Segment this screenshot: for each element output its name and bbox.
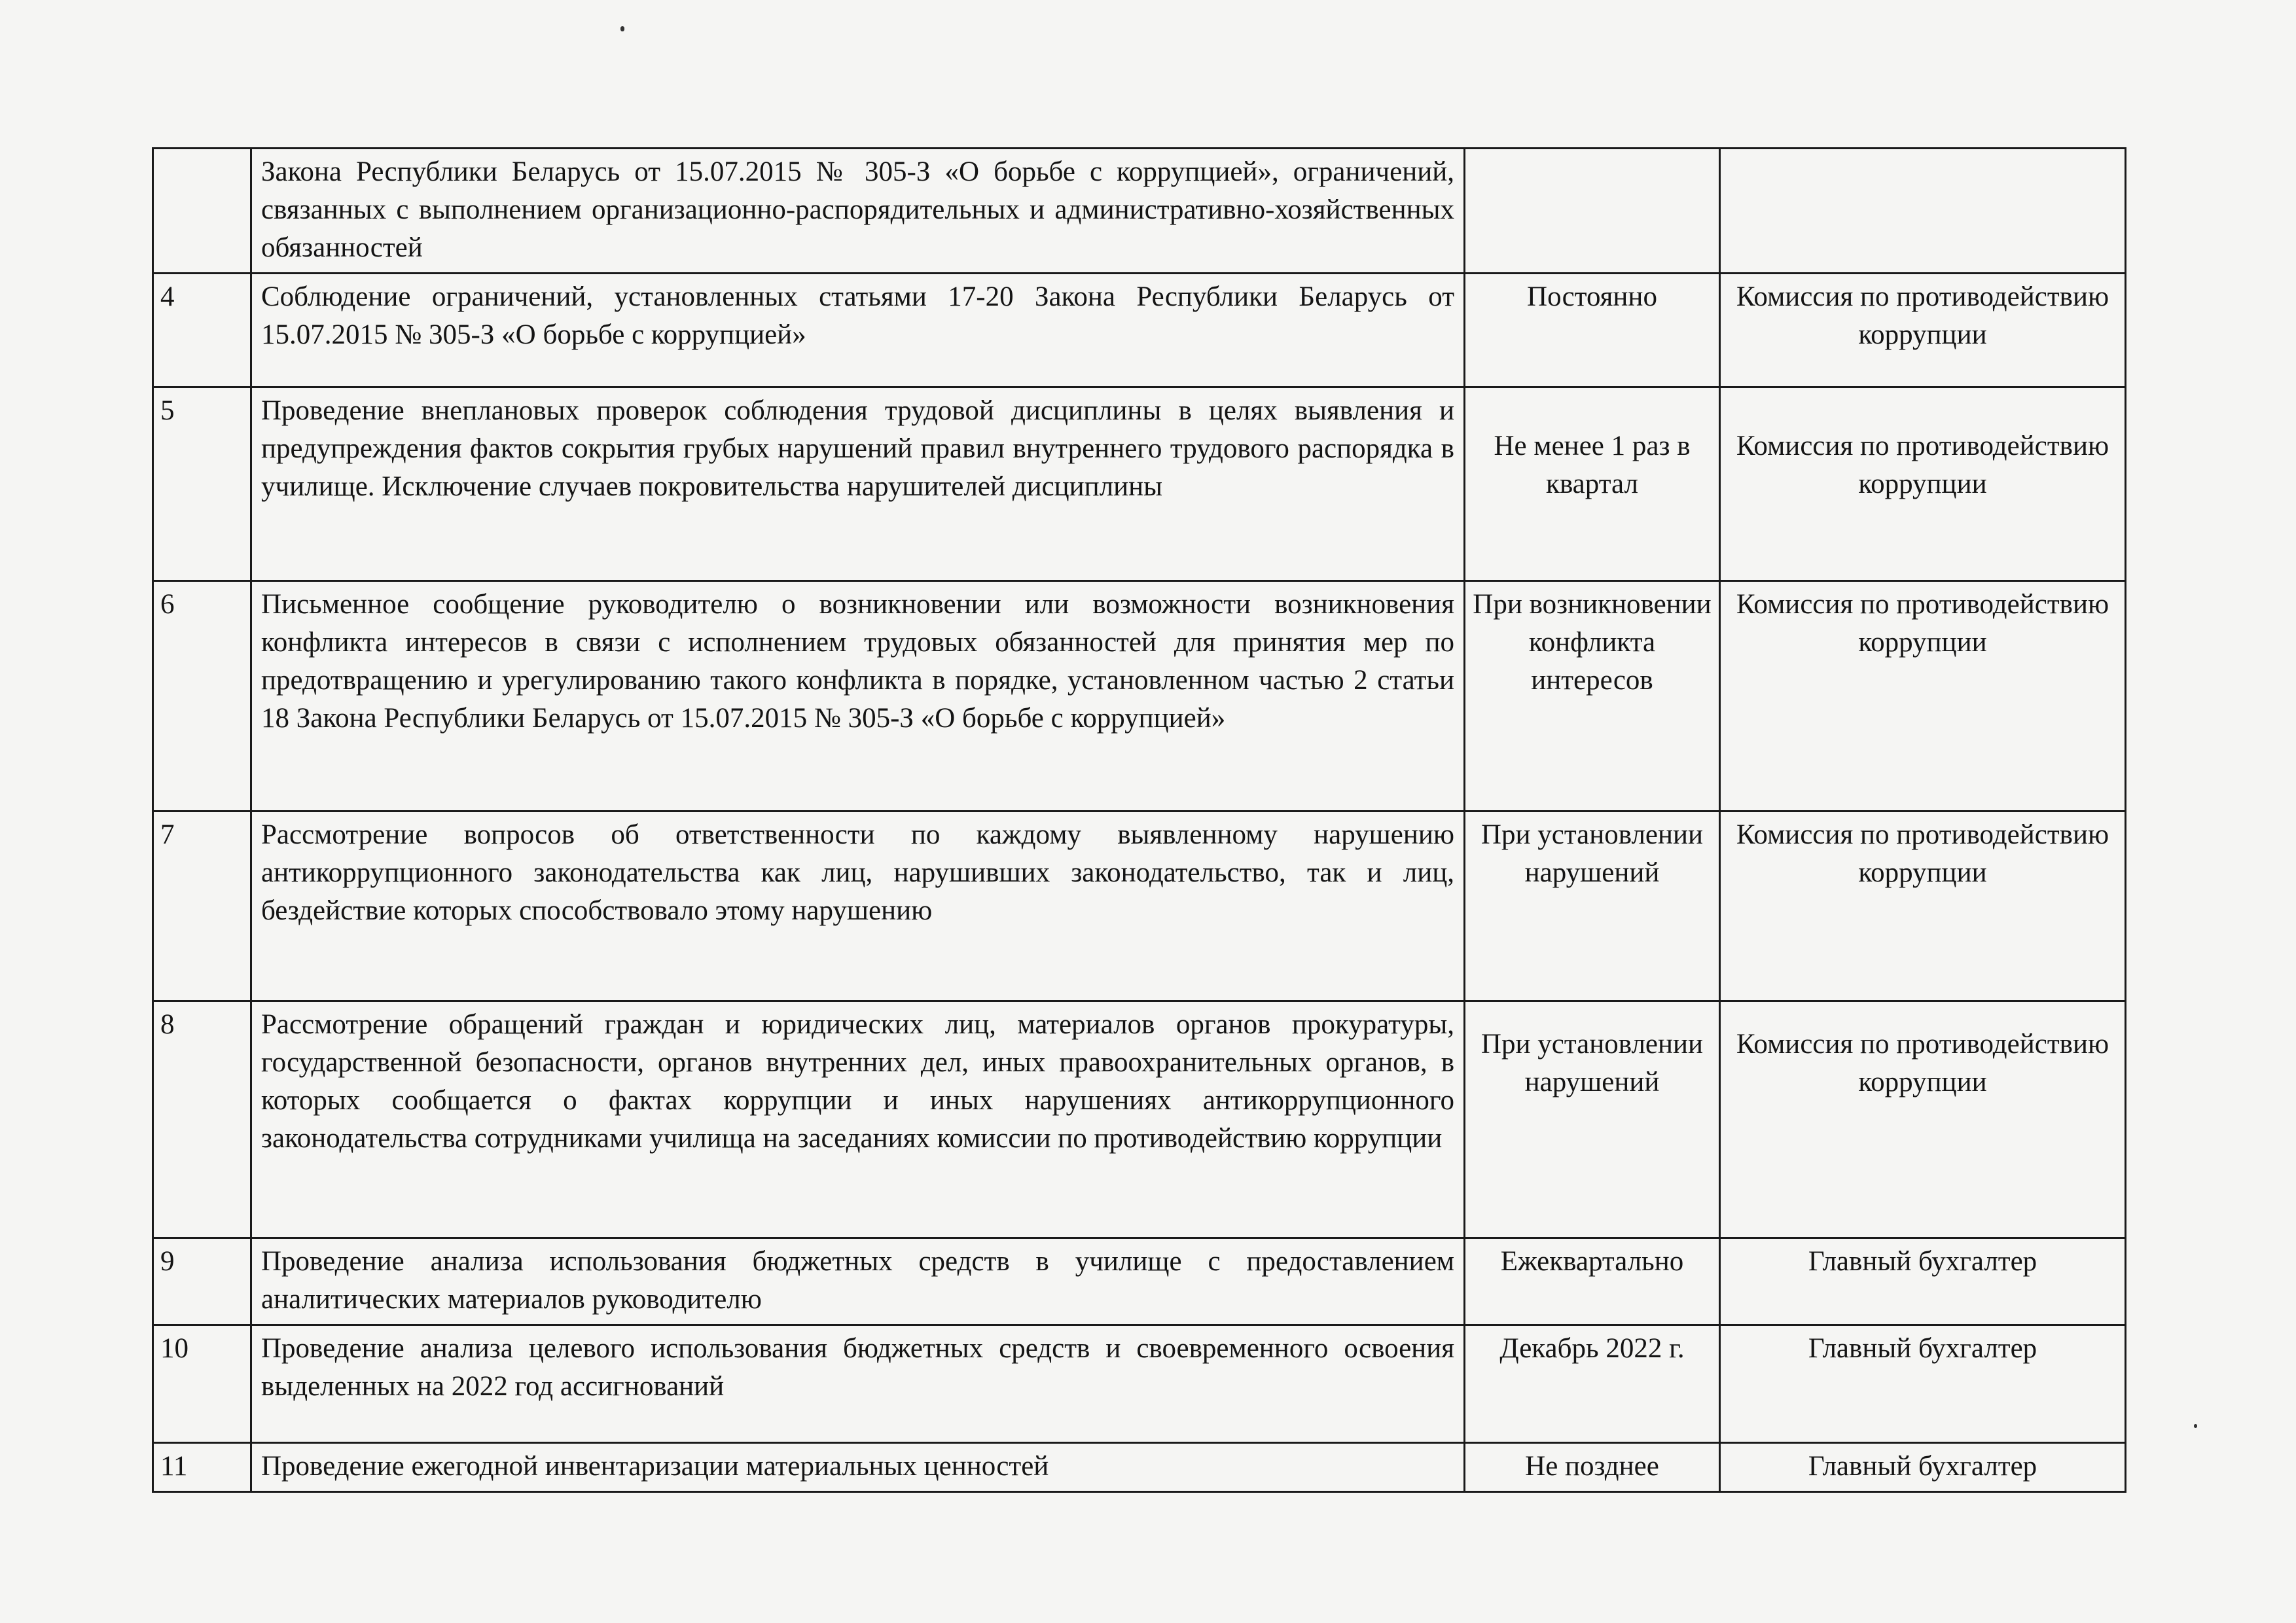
responsible-cell: Главный бухгалтер bbox=[1720, 1443, 2126, 1492]
responsible-cell: Комиссия по противодействию коррупции bbox=[1720, 387, 2126, 581]
term-cell bbox=[1465, 149, 1720, 274]
measure-text: Проведение ежегодной инвентаризации материальных ценностей bbox=[251, 1443, 1465, 1492]
measure-text: Рассмотрение вопросов об ответственности по каждому выявленному нарушению антикоррупционного законодательства как лиц, нарушивших законодательство, так и лиц, бездействие которых способствовало этому нарушению bbox=[251, 812, 1465, 1001]
term-cell: При установлении нарушений bbox=[1465, 812, 1720, 1001]
term-cell: При возникновении конфликта интересов bbox=[1465, 581, 1720, 812]
row-number: 4 bbox=[153, 274, 251, 387]
term-cell: При установлении нарушений bbox=[1465, 1001, 1720, 1238]
measures-table bbox=[152, 147, 2126, 1493]
table-row bbox=[153, 387, 2126, 581]
row-number: 11 bbox=[153, 1443, 251, 1492]
measure-text: Закона Республики Беларусь от 15.07.2015 № 305-З «О борьбе с коррупцией», ограничений, связанных с выполнением организационно-распорядительных и административно-хозяйственных обязанностей bbox=[251, 149, 1465, 274]
measure-text: Рассмотрение обращений граждан и юридических лиц, материалов органов прокуратуры, государственной безопасности, органов внутренних дел, иных правоохранительных органов, в которых сообщается о фактах коррупции и иных нарушениях антикоррупционного законодательства сотрудниками училища на заседаниях комиссии по противодействию коррупции bbox=[251, 1001, 1465, 1238]
table-row bbox=[153, 1443, 2126, 1492]
term-cell: Декабрь 2022 г. bbox=[1465, 1325, 1720, 1443]
responsible-cell: Комиссия по противодействию коррупции bbox=[1720, 1001, 2126, 1238]
table-row bbox=[153, 581, 2126, 812]
term-cell: Постоянно bbox=[1465, 274, 1720, 387]
table-row bbox=[153, 1238, 2126, 1325]
row-number: 10 bbox=[153, 1325, 251, 1443]
term-cell: Не менее 1 раз в квартал bbox=[1465, 387, 1720, 581]
responsible-cell: Комиссия по противодействию коррупции bbox=[1720, 581, 2126, 812]
table-row bbox=[153, 812, 2126, 1001]
row-number: 5 bbox=[153, 387, 251, 581]
responsible-cell: Главный бухгалтер bbox=[1720, 1238, 2126, 1325]
table-row bbox=[153, 149, 2126, 274]
measure-text: Проведение анализа использования бюджетных средств в училище с предоставлением аналитических материалов руководителю bbox=[251, 1238, 1465, 1325]
row-number: 8 bbox=[153, 1001, 251, 1238]
responsible-cell: Комиссия по противодействию коррупции bbox=[1720, 812, 2126, 1001]
scan-speck bbox=[2194, 1424, 2197, 1428]
row-number: 9 bbox=[153, 1238, 251, 1325]
measure-text: Соблюдение ограничений, установленных статьями 17-20 Закона Республики Беларусь от 15.07.2015 № 305-З «О борьбе с коррупцией» bbox=[251, 274, 1465, 387]
responsible-cell: Главный бухгалтер bbox=[1720, 1325, 2126, 1443]
responsible-cell: Комиссия по противодействию коррупции bbox=[1720, 274, 2126, 387]
row-number: 7 bbox=[153, 812, 251, 1001]
scan-speck bbox=[620, 26, 624, 31]
row-number: 6 bbox=[153, 581, 251, 812]
table-row bbox=[153, 1001, 2126, 1238]
term-cell: Не позднее bbox=[1465, 1443, 1720, 1492]
measure-text: Проведение внеплановых проверок соблюдения трудовой дисциплины в целях выявления и предупреждения фактов сокрытия грубых нарушений правил внутреннего трудового распорядка в училище. Исключение случаев покровительства нарушителей дисциплины bbox=[251, 387, 1465, 581]
responsible-cell bbox=[1720, 149, 2126, 274]
term-cell: Ежеквартально bbox=[1465, 1238, 1720, 1325]
row-number bbox=[153, 149, 251, 274]
measure-text: Проведение анализа целевого использования бюджетных средств и своевременного освоения выделенных на 2022 год ассигнований bbox=[251, 1325, 1465, 1443]
table-row bbox=[153, 274, 2126, 387]
table-row bbox=[153, 1325, 2126, 1443]
measure-text: Письменное сообщение руководителю о возникновении или возможности возникновения конфликта интересов в связи с исполнением трудовых обязанностей для принятия мер по предотвращению и урегулированию такого конфликта в порядке, установленном частью 2 статьи 18 Закона Республики Беларусь от 15.07.2015 № 305-З «О борьбе с коррупцией» bbox=[251, 581, 1465, 812]
